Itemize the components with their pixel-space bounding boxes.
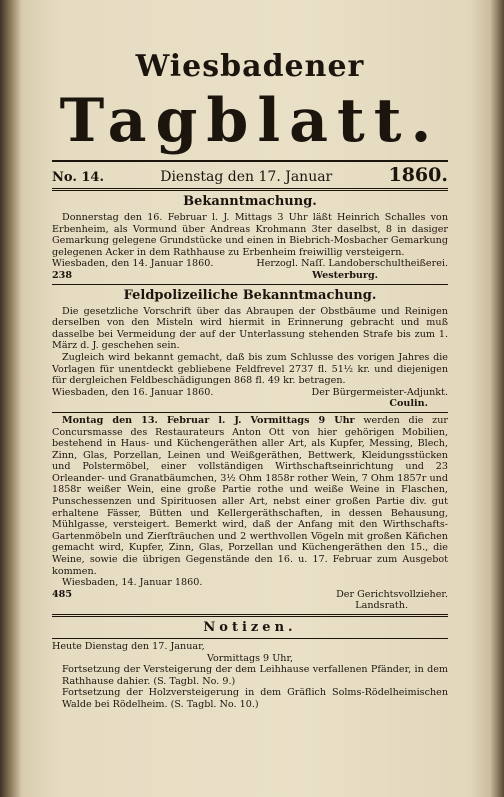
notes-section: [52, 620, 448, 711]
notice-2-text-2: Zugleich wird bekannt gemacht, daß bis zum Schlusse des vorigen Jahres die Vorlagen für unentdeckt gebliebene Feldfrevel 2737 fl. 51½ kr. und diejenigen für dergleichen Feldbeschädigungen 868 fl. 49 kr. betragen.: [52, 351, 448, 387]
notice-1-number: 238: [52, 269, 73, 281]
notice-2-text-1: Die gesetzliche Vorschrift über das Abraupen der Obstbäume und Reinigen derselben von den Misteln wird hiermit in Erinnerung gebracht und muß dasselbe bei Vermeidung der auf der Unterlassung stehenden Strafe bis zum 1. März d. J. geschehen sein.: [52, 305, 448, 352]
notes-title: Notizen.: [203, 620, 297, 635]
notice-1-signer: Westerburg.: [312, 269, 378, 281]
notice-3-signer: Landsrath.: [355, 600, 408, 612]
notice-1-text: Donnerstag den 16. Februar l. J. Mittags 3 Uhr läßt Heinrich Schalles von Erbenheim, als Vormund über Andreas Krohmann 3ter daselbst, 8 in dasiger Gemarkung gelegene Grundstücke und einen in Biebrich-Mosbacher Gemarkung gelegenen Acker in dem Rathhause zu Erbenheim freiwillig versteigern.: [52, 212, 448, 258]
notice-1: [52, 194, 448, 282]
page-content: [52, 42, 448, 782]
divider: [52, 412, 448, 413]
notice-3-text: [52, 415, 448, 577]
notice-3-place-date: Wiesbaden, 14. Januar 1860.: [62, 577, 203, 589]
notice-3-body: werden die zur Concursmasse des Restaurateurs Anton Ott von hier gehörigen Mobilien, bestehend in Haus- und Küchengeräthen aller Art, als Kupfer, Messing, Blech, Zinn, Glas, Porzellan, Leinen und Weißgeräthen, Bettwerk, Kleidungsstücken und Polstermöbel, einer vollständigen Wirthschaftseinrichtung und 23 Orleander- und Granatbäumchen, 3½ Ohm 1858r rother Wein, 7 Ohm 1857r und 1858r weißer Wein, eine große Partie rothe und weiße Weine in Flaschen, Punschessenzen und Spirituosen aller Art, nebst einer großen Partie div. gut erhaltene Fässer, Bütten und Kellergeräthschaften, in dessen Behausung, Mühlgasse, versteigert. Bemerkt wird, daß der Anfang mit den Wirthschafts-Gartenmöbeln und Zierſträuchen und 2 werthvollen Vögeln mit großen Käfichen gemacht wird, Kupfer, Zinn, Glas, Porzellan und Küchengeräthen den 15., die Weine, sowie die übrigen Gegenstände den 16. u. 17. Februar zum Ausgebot kommen.: [52, 414, 448, 577]
masthead-title: Tagblatt.: [59, 86, 441, 156]
notice-2-footer: [52, 387, 448, 399]
issue-date: Dienstag den 17. Januar: [160, 169, 333, 185]
notice-2-signer: Coulin.: [389, 398, 428, 410]
notes-time: Vormittags 9 Uhr,: [206, 652, 294, 664]
notice-1-footer: [52, 258, 448, 270]
notes-day: Heute Dienstag den 17. Januar,: [52, 641, 205, 652]
issue-year: 1860.: [388, 164, 448, 186]
notice-1-place-date: Wiesbaden, den 14. Januar 1860.: [52, 258, 214, 270]
divider: [52, 638, 448, 639]
notice-1-sign-row: [52, 270, 448, 282]
divider: [52, 284, 448, 285]
notice-3-place-row: [52, 577, 448, 589]
notice-3-number: 485: [52, 588, 73, 600]
masthead-city: Wiesbadener: [135, 49, 365, 84]
dateline: [52, 160, 448, 191]
notice-2-place-date: Wiesbaden, den 16. Januar 1860.: [52, 386, 214, 398]
notes-item-1: Fortsetzung der Versteigerung der dem Leihhause verfallenen Pfänder, in dem Rathhause dahier. (S. Tagbl. No. 9.): [62, 664, 448, 687]
issue-number: No. 14.: [52, 170, 104, 185]
notice-1-title: Bekanntmachung.: [183, 194, 317, 209]
notes-item-2: Fortsetzung der Holzversteigerung in dem Gräflich Solms-Rödelheimischen Walde bei Rödelheim. (S. Tagbl. No. 10.): [62, 687, 448, 710]
notice-1-office: Herzogl. Naſſ. Landoberschultheißerei.: [256, 258, 448, 270]
notice-2-title: Feldpolizeiliche Bekanntmachung.: [123, 287, 377, 303]
divider-double: [52, 614, 448, 617]
notice-3-office: Der Gerichtsvollzieher.: [336, 588, 448, 600]
notice-3: [52, 415, 448, 612]
notice-3-footer: [52, 589, 448, 601]
notice-2-office: Der Bürgermeister-Adjunkt.: [311, 386, 448, 398]
notice-3-lead: Montag den 13. Februar l. J. Vormittags 9 Uhr: [62, 414, 355, 426]
notice-2: [52, 288, 448, 410]
